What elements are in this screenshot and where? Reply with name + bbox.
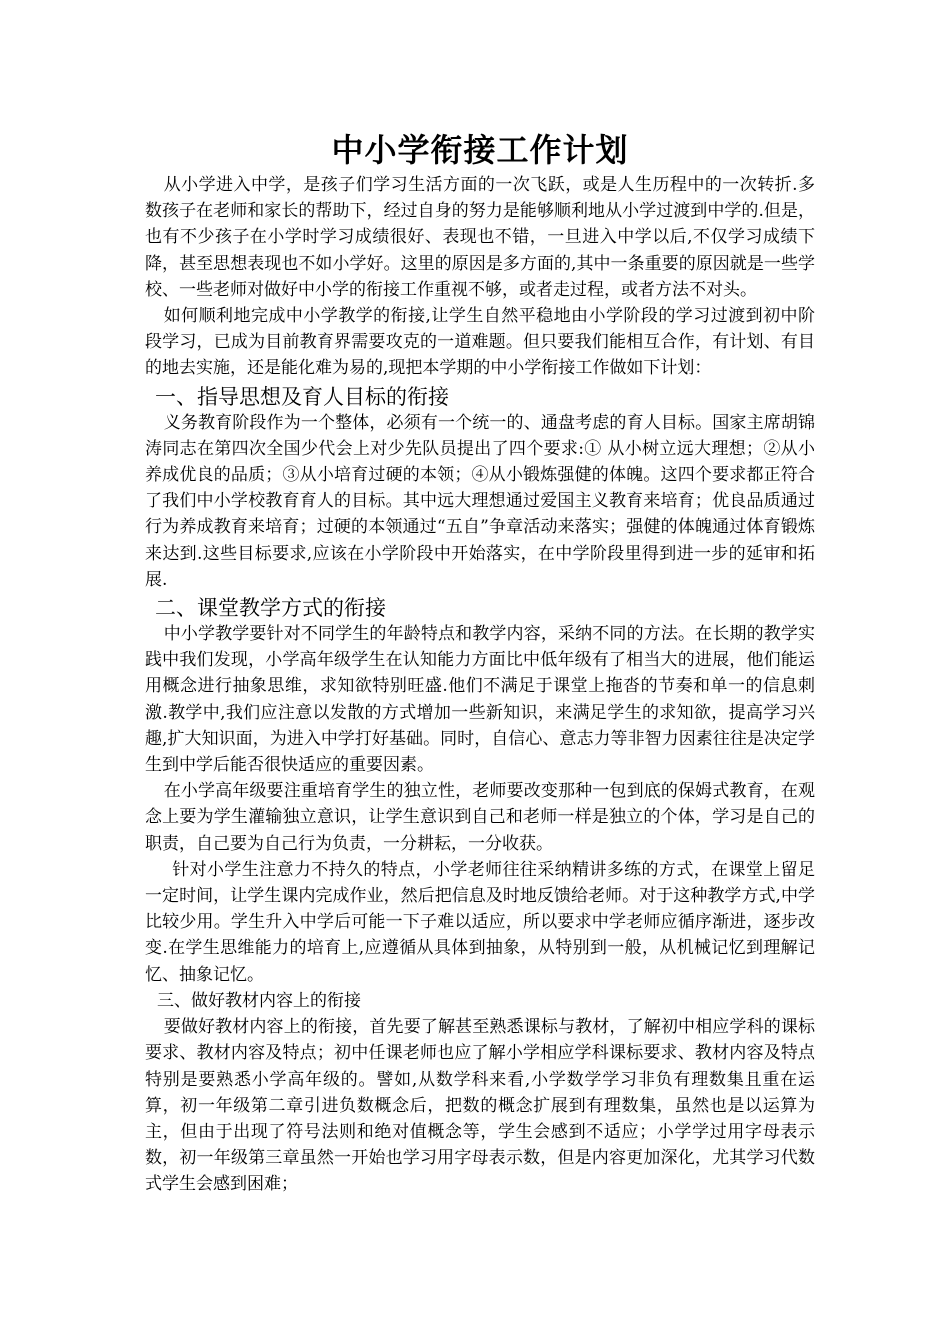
section-2-paragraph-1: 中小学教学要针对不同学生的年龄特点和教学内容，采纳不同的方法。在长期的教学实践中我们发现，小学高年级学生在认知能力方面比中低年级有了相当大的进展，他们能运用概念进行抽象思维，求知欲特别旺盛.他们不满足于课堂上拖沓的节奏和单一的信息刺激.教学中,我们应注意以发散的方式增加一些新知识，来满足学生的求知欲，提高学习兴趣,扩大知识面，为进入中学打好基础。同时，自信心、意志力等非智力因素往往是决定学生到中学后能否很快适应的重要因素。 — [145, 624, 815, 776]
intro-paragraph-2: 如何顺利地完成中小学教学的衔接,让学生自然平稳地由小学阶段的学习过渡到初中阶段学习，已成为目前教育界需要攻克的一道难题。但只要我们能相互合作，有计划、有目的地去实施，还是能化难为易的,现把本学期的中小学衔接工作做如下计划： — [145, 306, 815, 379]
document-page — [145, 128, 815, 1198]
section-2-paragraph-2: 在小学高年级要注重培育学生的独立性，老师要改变那种一包到底的保姆式教育，在观念上要为学生灌输独立意识，让学生意识到自己和老师一样是独立的个体，学习是自己的职责，自己要为自己行为负责，一分耕耘，一分收获。 — [145, 781, 815, 854]
section-3-paragraph-1: 要做好教材内容上的衔接，首先要了解甚至熟悉课标与教材，了解初中相应学科的课标要求、教材内容及特点；初中任课老师也应了解小学相应学科课标要求、教材内容及特点特别是要熟悉小学高年级的。譬如,从数学科来看,小学数学学习非负有理数集且重在运算，初一年级第二章引进负数概念后，把数的概念扩展到有理数集，虽然也是以运算为主，但由于出现了符号法则和绝对值概念等，学生会感到不适应；小学学过用字母表示数，初一年级第三章虽然一开始也学习用字母表示数，但是内容更加深化，尤其学习代数式学生会感到困难； — [145, 1017, 815, 1195]
section-1-heading: 一、指导思想及育人目标的衔接 — [155, 384, 449, 409]
intro-paragraph-1: 从小学进入中学，是孩子们学习生活方面的一次飞跃，或是人生历程中的一次转折.多数孩子在老师和家长的帮助下，经过自身的努力是能够顺利地从小学过渡到中学的.但是，也有不少孩子在小学时学习成绩很好、表现也不错，一旦进入中学以后,不仅学习成绩下降，甚至思想表现也不如小学好。这里的原因是多方面的,其中一条重要的原因就是一些学校、一些老师对做好中小学的衔接工作重视不够，或者走过程，或者方法不对头。 — [145, 175, 815, 300]
section-2-heading: 二、课堂教学方式的衔接 — [155, 596, 386, 621]
document-title: 中小学衔接工作计划 — [331, 131, 629, 169]
section-3-heading: 三、做好教材内容上的衔接 — [157, 990, 361, 1011]
section-1-paragraph-1: 义务教育阶段作为一个整体，必须有一个统一的、通盘考虑的育人目标。国家主席胡锦涛同志在第四次全国少代会上对少先队员提出了四个要求:① 从小树立远大理想；②从小养成优良的品质；③从小培育过硬的本领；④从小锻炼强健的体魄。这四个要求都正符合了我们中小学校教育育人的目标。其中远大理想通过爱国主义教育来培育；优良品质通过行为养成教育来培育；过硬的本领通过“五自”争章活动来落实；强健的体魄通过体育锻炼来达到.这些目标要求,应该在小学阶段中开始落实，在中学阶段里得到进一步的延审和拓展. — [145, 412, 815, 590]
section-2-paragraph-3: 针对小学生注意力不持久的特点，小学老师往往采纳精讲多练的方式，在课堂上留足一定时间，让学生课内完成作业，然后把信息及时地反馈给老师。对于这种教学方式,中学比较少用。学生升入中学后可能一下子难以适应，所以要求中学老师应循序渐进，逐步改变.在学生思维能力的培育上,应遵循从具体到抽象，从特别到一般，从机械记忆到理解记忆、抽象记忆。 — [145, 859, 815, 985]
